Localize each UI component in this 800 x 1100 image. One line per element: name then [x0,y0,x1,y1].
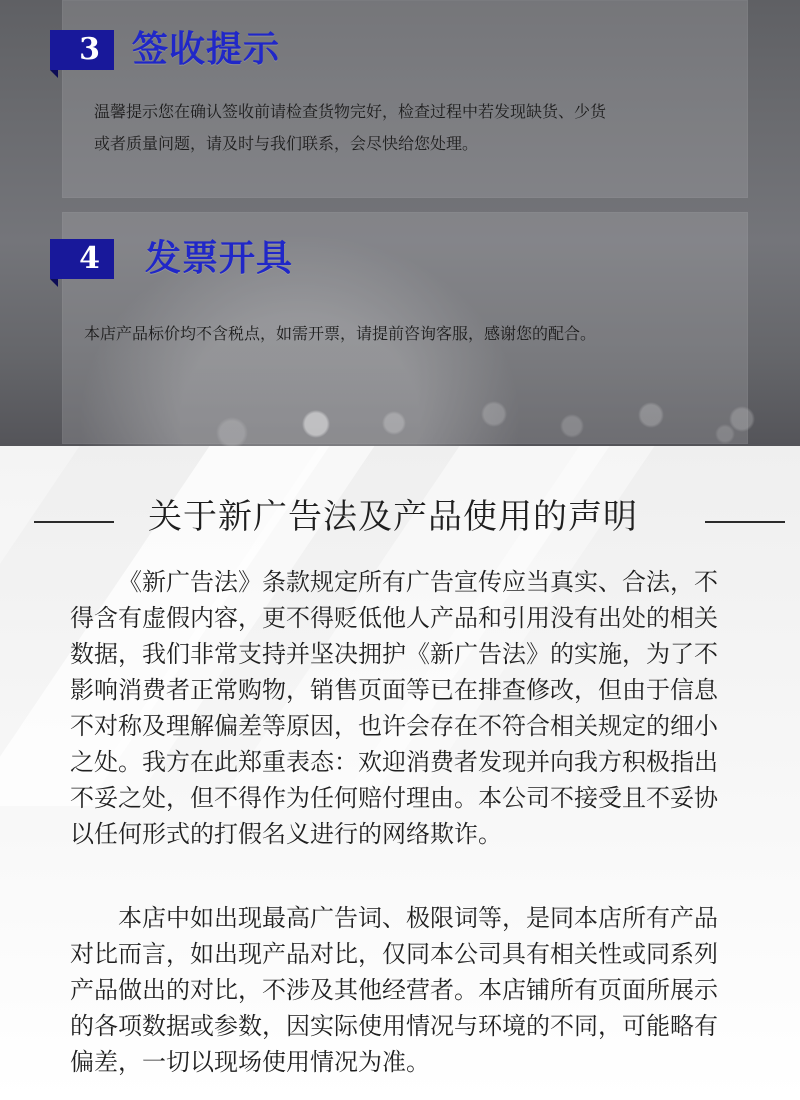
declaration-paragraph-line: 得含有虚假内容，更不得贬低他人产品和引用没有出处的相关 [70,604,718,632]
declaration-paragraph-line: 对比而言，如出现产品对比，仅同本公司具有相关性或同系列 [70,940,718,968]
declaration-title: 关于新广告法及产品使用的声明 [148,497,638,537]
section-number-badge: 3 [50,30,114,70]
declaration-paragraph-line: 不对称及理解偏差等原因，也许会存在不符合相关规定的细小 [70,712,718,740]
title-rule-right [705,521,785,523]
section-number-badge: 4 [50,239,114,279]
declaration-paragraph-line: 之处。我方在此郑重表态：欢迎消费者发现并向我方积极指出 [70,748,718,776]
badge-fold-decoration [50,70,58,78]
invoice-title: 发票开具 [145,238,294,279]
receipt-tip-text-line: 温馨提示您在确认签收前请检查货物完好，检查过程中若发现缺货、少货 [94,102,607,121]
declaration-paragraph-line: 本店中如出现最高广告词、极限词等，是同本店所有产品 [118,904,718,932]
declaration-paragraph-line: 偏差，一切以现场使用情况为准。 [70,1048,430,1076]
title-rule-left [34,521,114,523]
declaration-paragraph-line: 影响消费者正常购物，销售页面等已在排查修改，但由于信息 [70,676,718,704]
invoice-text-line: 本店产品标价均不含税点，如需开票，请提前咨询客服，感谢您的配合。 [84,324,597,343]
declaration-paragraph-line: 产品做出的对比，不涉及其他经营者。本店铺所有页面所展示 [70,976,718,1004]
declaration-paragraph-line: 的各项数据或参数，因实际使用情况与环境的不同，可能略有 [70,1012,718,1040]
top-service-section [0,0,800,446]
badge-fold-decoration [50,279,58,287]
declaration-paragraph-line: 以任何形式的打假名义进行的网络欺诈。 [70,820,502,848]
receipt-tip-text-line: 或者质量问题，请及时与我们联系，会尽快给您处理。 [94,134,479,153]
declaration-paragraph-line: 《新广告法》条款规定所有广告宣传应当真实、合法，不 [118,568,718,596]
declaration-paragraph-line: 不妥之处，但不得作为任何赔付理由。本公司不接受且不妥协 [70,784,718,812]
declaration-paragraph-line: 数据，我们非常支持并坚决拥护《新广告法》的实施，为了不 [70,640,718,668]
receipt-tip-title: 签收提示 [132,29,281,70]
